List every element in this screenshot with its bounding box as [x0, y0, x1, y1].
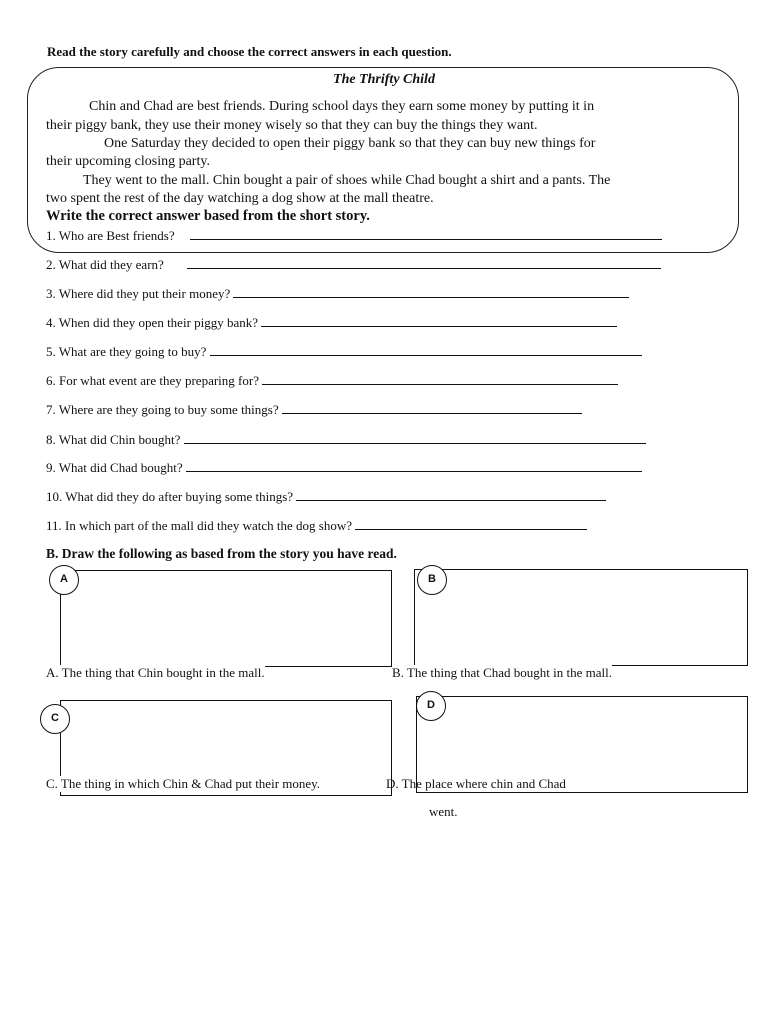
answer-line[interactable] — [355, 517, 587, 530]
question-10 — [46, 488, 606, 505]
question-6 — [46, 372, 618, 389]
caption-d-continued: went. — [429, 804, 458, 819]
answer-line[interactable] — [187, 256, 661, 269]
question-text: 3. Where did they put their money? — [46, 286, 231, 301]
question-text: 1. Who are Best friends? — [46, 228, 175, 243]
question-8 — [46, 431, 646, 448]
question-text: 11. In which part of the mall did they watch the dog show? — [46, 518, 353, 533]
answer-line[interactable] — [261, 314, 617, 327]
question-text: 7. Where are they going to buy some things? — [46, 402, 279, 417]
label-circle-d: D — [416, 691, 446, 721]
question-7 — [46, 401, 582, 418]
label-circle-a: A — [49, 565, 79, 595]
question-2 — [46, 256, 661, 273]
question-9 — [46, 459, 642, 476]
label-circle-b: B — [417, 565, 447, 595]
drawing-box-a[interactable] — [60, 570, 392, 667]
story-line: One Saturday they decided to open their piggy bank so that they can buy new things for — [104, 136, 596, 151]
answer-line[interactable] — [186, 459, 642, 472]
section-b-title: B. Draw the following as based from the story you have read. — [46, 546, 397, 561]
question-4 — [46, 314, 617, 331]
section-a-title: Write the correct answer based from the short story. — [46, 208, 370, 224]
caption-d: D. The place where chin and Chad — [386, 776, 566, 791]
question-5 — [46, 343, 642, 360]
question-text: 5. What are they going to buy? — [46, 344, 207, 359]
question-text: 10. What did they do after buying some things? — [46, 489, 294, 504]
caption-b: B. The thing that Chad bought in the mall. — [392, 665, 613, 680]
story-line: their upcoming closing party. — [46, 154, 210, 169]
story-title: The Thrifty Child — [333, 72, 435, 87]
answer-line[interactable] — [233, 285, 629, 298]
caption-c: C. The thing in which Chin & Chad put their money. — [46, 776, 321, 791]
answer-line[interactable] — [190, 227, 662, 240]
question-text: 8. What did Chin bought? — [46, 432, 181, 447]
caption-a: A. The thing that Chin bought in the mall. — [46, 665, 265, 680]
instruction-text: Read the story carefully and choose the correct answers in each question. — [47, 44, 452, 59]
label-circle-c: C — [40, 704, 70, 734]
story-line: their piggy bank, they use their money wisely so that they can buy the things they want. — [46, 118, 538, 133]
question-text: 9. What did Chad bought? — [46, 460, 183, 475]
question-text: 2. What did they earn? — [46, 257, 164, 272]
answer-line[interactable] — [184, 431, 646, 444]
question-text: 4. When did they open their piggy bank? — [46, 315, 259, 330]
question-text: 6. For what event are they preparing for? — [46, 373, 259, 388]
story-line: two spent the rest of the day watching a dog show at the mall theatre. — [46, 191, 434, 206]
question-1 — [46, 227, 662, 244]
question-3 — [46, 285, 629, 302]
answer-line[interactable] — [296, 488, 606, 501]
question-11 — [46, 517, 587, 534]
answer-line[interactable] — [210, 343, 642, 356]
story-line: Chin and Chad are best friends. During school days they earn some money by putting it in — [89, 99, 595, 114]
answer-line[interactable] — [262, 372, 618, 385]
drawing-box-b[interactable] — [414, 569, 748, 666]
story-line: They went to the mall. Chin bought a pair of shoes while Chad bought a shirt and a pants. The — [83, 173, 611, 188]
answer-line[interactable] — [282, 401, 582, 414]
